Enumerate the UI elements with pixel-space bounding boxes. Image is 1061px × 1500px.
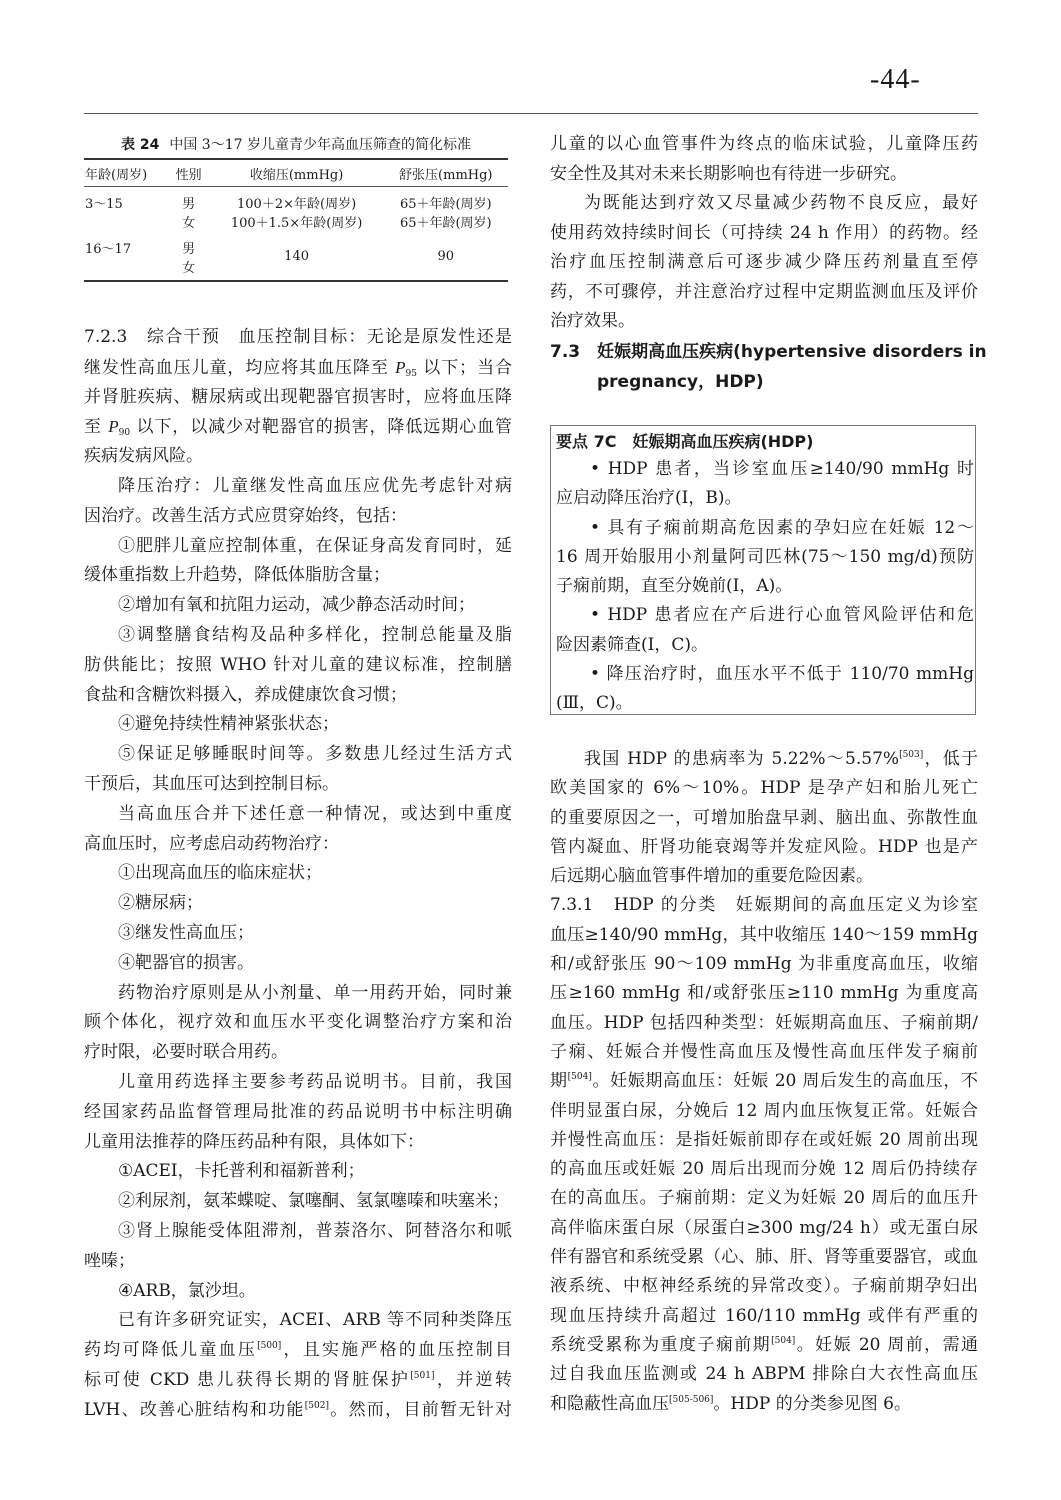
text-line: 药物治疗原则是从小剂量、单一用药开始，同时兼: [118, 982, 512, 1003]
text-line: 和/或舒张压 90～109 mmHg 为非重度高血压，收缩: [550, 954, 978, 975]
text-line: 的高血压或妊娠 20 周后出现而分娩 12 周后仍持续存: [550, 1159, 978, 1180]
text-run: ，且实施严格的血压控制目: [281, 1340, 513, 1361]
sbp-male: 100＋2×年龄(周岁): [237, 197, 357, 212]
text-line: • 具有子痫前期高危因素的孕妇应在妊娠 12～: [590, 517, 974, 538]
cell-age: 16～17: [85, 242, 132, 257]
text-run: 。HDP 的分类参见图 6。: [713, 1393, 911, 1414]
text-run: 继发性高血压儿童，均应将其血压降至: [84, 357, 396, 378]
text-run: 期: [550, 1071, 568, 1092]
text-line: 液系统、中枢神经系统的异常改变）。子痫前期孕妇出: [550, 1276, 978, 1297]
dbp-male: 65＋年龄(周岁): [399, 197, 492, 212]
citation-ref: [505-506]: [669, 1394, 714, 1405]
keypoint-box: [550, 425, 976, 715]
text-line: 治疗血压控制满意后可逐步减少降压药剂量直至停: [550, 252, 978, 272]
citation-ref: [501]: [410, 1370, 435, 1381]
text-line: 高伴临床蛋白尿（尿蛋白≥300 mg/24 h）或无蛋白尿: [550, 1217, 978, 1238]
text-line: 欧美国家的 6%～10%。HDP 是孕产妇和胎儿死亡: [550, 778, 978, 799]
right-column-body: [550, 745, 978, 1419]
text-line: 唑嗪；: [84, 1250, 135, 1271]
text-line: 并慢性高血压：是指妊娠前即存在或妊娠 20 周前出现: [550, 1129, 978, 1150]
text-line: 儿童的以心血管事件为终点的临床试验，儿童降压药: [550, 134, 978, 154]
text-line: ④靶器官的损害。: [118, 952, 254, 973]
text-line: [84, 353, 512, 383]
text-line: [550, 745, 978, 774]
text-line: (Ⅲ，C)。: [556, 693, 633, 714]
text-line: 管内凝血、肝肾功能衰竭等并发症风险。HDP 也是产: [550, 836, 978, 857]
sbp-female: 100＋1.5×年龄(周岁): [230, 216, 363, 231]
sex-female: 女: [182, 216, 196, 231]
text-line: 子痫前期，直至分娩前(Ⅰ，A)。: [556, 576, 793, 597]
text-line: 过自我血压监测或 24 h ABPM 排除白大衣性高血压: [550, 1364, 978, 1385]
text-line: 已有许多研究证实，ACEI、ARB 等不同种类降压: [118, 1310, 512, 1331]
text-line: • 降压治疗时，血压水平不低于 110/70 mmHg: [590, 664, 974, 685]
text-run: ，低于: [923, 749, 978, 769]
section-heading-7-3: [550, 338, 987, 397]
text-line: 药，不可骤停，并注意治疗过程中定期监测血压及评价: [550, 281, 978, 302]
text-run: 我国 HDP 的患病率为 5.22%～5.57%: [584, 749, 900, 769]
text-line: [84, 1336, 512, 1366]
text-line: 当高血压合并下述任意一种情况，或达到中重度: [118, 803, 512, 824]
text-line: ③调整膳食结构及品种多样化，控制总能量及脂: [118, 624, 512, 645]
text-line: ④避免持续性精神紧张状态；: [118, 714, 339, 735]
text-line: 顾个体化，视疗效和血压水平变化调整治疗方案和治: [84, 1012, 512, 1033]
page-number: -44-: [870, 64, 921, 95]
screening-table: [84, 158, 508, 282]
text-line: 子痫、妊娠合并慢性高血压及慢性高血压伴发子痫前: [550, 1041, 978, 1062]
text-line: ①ACEI，卡托普利和福新普利；: [118, 1161, 365, 1182]
text-line: 儿童用法推荐的降压药品种有限，具体如下：: [84, 1131, 424, 1152]
text-line: 伴有器官和系统受累（心、肺、肝、肾等重要器官，或血: [550, 1247, 978, 1268]
text-line: 使用药效持续时间长（可持续 24 h 作用）的药物。经: [550, 222, 978, 243]
text-line: 儿童用药选择主要参考药品说明书。目前，我国: [118, 1071, 512, 1092]
text-line: 食盐和含糖饮料摄入，养成健康饮食习惯；: [84, 684, 407, 705]
text-run: 。妊娠 20 周前，需通: [795, 1334, 978, 1355]
keypoint-title: 要点 7C 妊娠期高血压疾病(HDP): [556, 432, 814, 451]
text-line: 伴明显蛋白尿，分娩后 12 周内血压恢复正常。妊娠合: [550, 1100, 978, 1121]
text-line: ③继发性高血压；: [118, 922, 254, 943]
text-line: 压≥160 mmHg 和/或舒张压≥110 mmHg 为重度高: [550, 983, 978, 1004]
text-line: 高血压时，应考虑启动药物治疗：: [84, 833, 339, 854]
table-label: 表 24: [121, 137, 160, 153]
text-run: ，并逆转: [434, 1369, 512, 1390]
cell-sex: [168, 187, 210, 233]
text-run: 至: [84, 417, 109, 438]
text-line: 疗时限，必要时联合用药。: [84, 1042, 288, 1063]
text-line: 7.3.1 HDP 的分类 妊娠期间的高血压定义为诊室: [550, 895, 978, 916]
citation-ref: [502]: [304, 1400, 329, 1411]
cell-dbp: [384, 187, 508, 233]
text-line: 的重要原因之一，可增加胎盘早剥、脑出血、弥散性血: [550, 807, 978, 828]
header-rule: [84, 113, 978, 114]
subscript: 95: [405, 368, 417, 379]
text-line: 降压治疗：儿童继发性高血压应优先考虑针对病: [118, 475, 512, 496]
sex-male: 男: [182, 242, 196, 257]
text-line: 应启动降压治疗(Ⅰ，B)。: [556, 488, 742, 509]
text-run: 标可使 CKD 患儿获得长期的肾脏保护: [84, 1369, 411, 1390]
left-column-text: [84, 323, 512, 1425]
text-run: 系统受累称为重度子痫前期: [550, 1334, 772, 1355]
text-line: [84, 412, 512, 442]
text-line: 险因素筛查(Ⅰ，C)。: [556, 634, 708, 655]
text-line: 疾病发病风险。: [84, 446, 203, 467]
text-line: 干预后，其血压可达到控制目标。: [84, 773, 339, 794]
citation-ref: [504]: [567, 1072, 592, 1083]
text-line: 肪供能比；按照 WHO 针对儿童的建议标准，控制膳: [84, 654, 512, 675]
table-title: 中国 3～17 岁儿童青少年高血压筛查的简化标准: [169, 137, 471, 153]
table-24: [84, 132, 508, 282]
right-column-intro: [550, 130, 978, 337]
text-line: 安全性及其对未来长期影响也有待进一步研究。: [550, 163, 907, 184]
col-dbp: 舒张压(mmHg): [384, 159, 508, 187]
table-caption: [84, 132, 508, 158]
cell-sbp: [210, 187, 384, 233]
text-line: 血压≥140/90 mmHg，其中收缩压 140～159 mmHg: [550, 924, 978, 945]
text-run: 。妊娠期高血压：妊娠 20 周后发生的高血压，不: [591, 1071, 978, 1092]
text-line: • HDP 患者应在产后进行心血管风险评估和危: [590, 605, 974, 626]
table-row: [84, 232, 508, 281]
text-line: 并肾脏疾病、糖尿病或出现靶器官损害时，应将血压降: [84, 386, 512, 407]
text-line: • HDP 患者，当诊室血压≥140/90 mmHg 时: [590, 459, 974, 479]
sex-male: 男: [182, 197, 196, 212]
text-line: ①肥胖儿童应控制体重，在保证身高发育同时，延: [118, 535, 512, 556]
text-line: ②糖尿病；: [118, 893, 203, 914]
subscript: 90: [118, 428, 131, 439]
table-header-row: [84, 159, 508, 187]
text-line: pregnancy，HDP): [597, 371, 764, 392]
citation-ref: [503]: [899, 750, 924, 760]
text-line: 7.3 妊娠期高血压疾病(hypertensive disorders in: [550, 342, 987, 362]
text-line: [550, 1067, 978, 1096]
text-line: 为既能达到疗效又尽量减少药物不良反应，最好: [584, 193, 978, 213]
text-run: 以下；当合: [416, 357, 512, 378]
cell-age: 3～15: [85, 197, 123, 212]
text-line: ③肾上腺能受体阻滞剂，普萘洛尔、阿替洛尔和哌: [118, 1220, 512, 1241]
text-run: 。然而，目前暂无针对: [328, 1399, 513, 1420]
citation-ref: [500]: [257, 1341, 282, 1352]
text-line: [550, 1390, 978, 1419]
col-sbp: 收缩压(mmHg): [210, 159, 384, 187]
text-line: ②利尿剂，氨苯蝶啶、氯噻酮、氢氯噻嗪和呋塞米；: [118, 1191, 509, 1212]
text-line: 血压。HDP 包括四种类型：妊娠期高血压、子痫前期/: [550, 1012, 978, 1033]
italic-symbol: P: [395, 357, 406, 377]
text-run: LVH、改善心脏结构和功能: [84, 1399, 305, 1420]
dbp-female: 65＋年龄(周岁): [399, 216, 492, 231]
text-line: 7.2.3 综合干预 血压控制目标：无论是原发性还是: [84, 327, 512, 347]
text-line: ⑤保证足够睡眠时间等。多数患儿经过生活方式: [118, 744, 512, 765]
col-sex: 性别: [168, 159, 210, 187]
text-run: 药均可降低儿童血压: [84, 1340, 258, 1361]
citation-ref: [504]: [771, 1335, 796, 1346]
text-line: [84, 1366, 512, 1396]
keypoint-items: [556, 455, 974, 719]
text-line: ②增加有氧和抗阻力运动，减少静态活动时间；: [118, 595, 475, 616]
cell-dbp: 90: [437, 248, 455, 264]
text-line: 16 周开始服用小剂量阿司匹林(75～150 mg/d)预防: [556, 546, 974, 567]
text-run: 和隐蔽性高血压: [550, 1393, 669, 1414]
text-run: 以下，以减少对靶器官的损害，降低远期心血管: [130, 417, 512, 438]
text-line: 后远期心脑血管事件增加的重要危险因素。: [550, 866, 873, 887]
text-line: 因治疗。改善生活方式应贯穿始终，包括：: [84, 505, 407, 526]
text-line: ④ARB，氯沙坦。: [118, 1280, 256, 1301]
text-line: 治疗效果。: [550, 311, 635, 331]
text-line: 现血压持续升高超过 160/110 mmHg 或伴有严重的: [550, 1305, 978, 1326]
text-line: 缓体重指数上升趋势，降低体脂肪含量；: [84, 565, 390, 586]
cell-sbp: 140: [284, 248, 309, 264]
text-line: [550, 1331, 978, 1360]
cell-sex: [168, 232, 210, 281]
table-row: [84, 187, 508, 233]
text-line: 在的高血压。子痫前期：定义为妊娠 20 周后的血压升: [550, 1188, 978, 1209]
text-line: [84, 1396, 512, 1426]
text-line: ①出现高血压的临床症状；: [118, 863, 322, 884]
italic-symbol: P: [108, 417, 119, 437]
sex-female: 女: [182, 261, 196, 276]
col-age: 年龄(周岁): [84, 159, 168, 187]
text-line: 经国家药品监督管理局批准的药品说明书中标注明确: [84, 1101, 512, 1122]
